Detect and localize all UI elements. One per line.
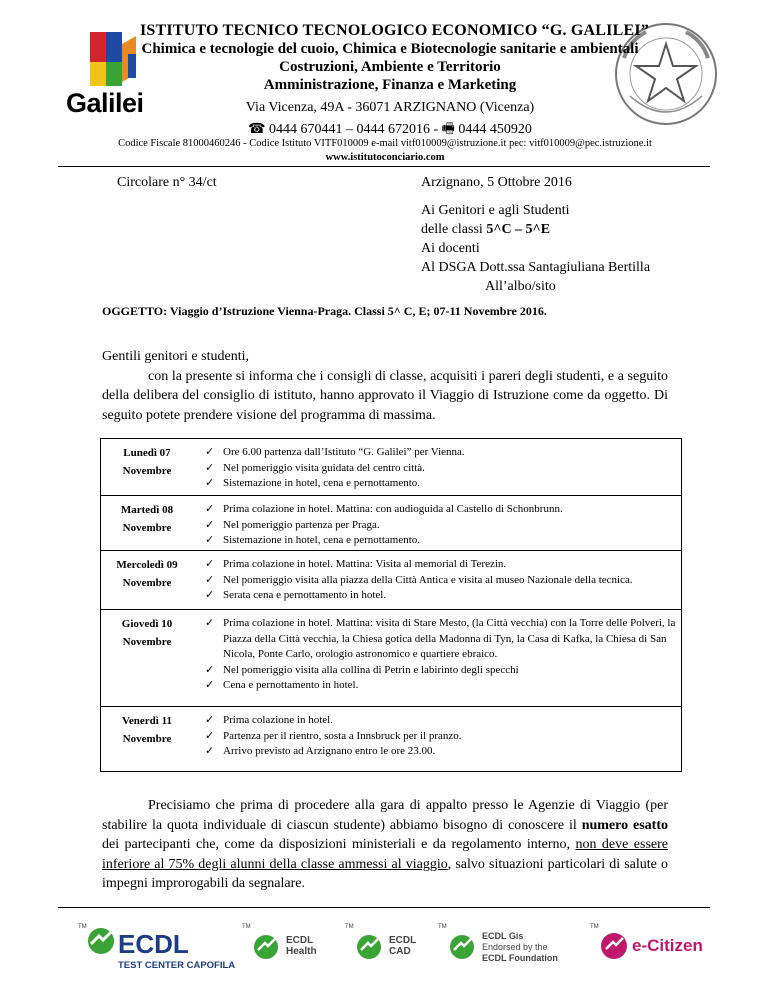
- school-codes: Codice Fiscale 81000460246 - Codice Istituto VITF010009 e-mail vitf010009@istruzione.it pec: vitf010009@pec.istruzione.it: [118, 138, 652, 149]
- ecdl-health-logo: ECDL Health: [286, 935, 317, 957]
- list-item: ✓ Prima colazione in hotel. Mattina: visita di Stare Mesto, (la Città vecchia) con la Torre delle Polveri, la Piazza della Città vecchia, la Chiesa gotica della Madonna di Tyn, la Casa di Kafka, la Chiesa di San Nicola, Ponte Carlo, orologio astronomico e quartiere ebraico.: [205, 617, 676, 660]
- intro-body: con la presente si informa che i consigli di classe, acquisiti i pareri degli studenti, e a seguito della delibera del consiglio di istituto, hanno approvato il Viaggio di Istruzione come da oggetto. Di seguito potete prendere visione del programma di massima.: [102, 368, 668, 423]
- ecdl-gis-logo: ECDL Gis Endorsed by the ECDL Foundation: [482, 931, 558, 963]
- table-row: [101, 551, 681, 609]
- e-citizen-icon: [598, 931, 630, 961]
- table-row: [101, 439, 681, 495]
- recipient-parents-students: Ai Genitori e agli Studenti: [421, 203, 570, 218]
- day-cell: Martedì 08 Novembre: [120, 504, 174, 534]
- ecdl-globe-icon: [84, 926, 118, 956]
- table-row: [101, 610, 681, 706]
- trademark-label: TM: [242, 924, 251, 930]
- activities-cell: [205, 713, 681, 760]
- list-item: ✓ Arrivo previsto ad Arzignano entro le ore 23.00.: [205, 744, 681, 760]
- test-center-label: TEST CENTER CAPOFILA: [118, 960, 236, 971]
- intro-paragraph: [102, 347, 668, 425]
- school-website: www.istitutoconciario.com: [325, 152, 445, 163]
- closing-paragraph: Precisiamo che prima di procedere alla gara di appalto presso le Agenzie di Viaggio (per stabilire la quota individuale di ciascun studente) abbiamo bisogno di conoscere il numero esatto dei partecipanti che, come da disposizioni ministeriali e da regolamento interno, non deve essere inferiore al 75% degli alunni della classe ammessi al viaggio, salvo situazioni particolari di salute o impegni improrogabili da segnalare.: [102, 798, 669, 891]
- list-item: ✓ Nel pomeriggio visita alla piazza della Città Antica e visita al museo Nazionale della tecnica.: [205, 573, 681, 589]
- list-item: ✓ Prima colazione in hotel. Mattina: con audioguida al Castello di Schonbrunn.: [205, 502, 681, 518]
- activities-cell: [205, 502, 681, 549]
- day-cell: Mercoledì 09 Novembre: [116, 559, 178, 589]
- checkmark-icon: ✓: [205, 446, 215, 458]
- school-address: Via Vicenza, 49A - 36071 ARZIGNANO (Vicenza): [245, 100, 535, 115]
- trademark-label: TM: [345, 924, 354, 930]
- day-cell: Giovedì 10 Novembre: [121, 618, 173, 648]
- checkmark-icon: ✓: [205, 679, 215, 691]
- list-item: ✓ Cena e pernottamento in hotel.: [205, 678, 681, 694]
- list-item: ✓ Ore 6.00 partenza dall’Istituto “G. Galilei” per Vienna.: [205, 445, 681, 461]
- emphasis-numero-esatto: numero esatto: [581, 817, 669, 833]
- checkmark-icon: ✓: [205, 589, 215, 601]
- checkmark-icon: ✓: [205, 729, 215, 742]
- ecdl-gis-icon: [446, 933, 478, 961]
- recipient-albo: All’albo/sito: [485, 279, 556, 294]
- circolare-number: Circolare n° 34/ct: [117, 175, 217, 190]
- table-row: [101, 707, 681, 771]
- list-item: ✓ Sistemazione in hotel, cena e pernottamento.: [205, 476, 681, 492]
- footer-divider: [58, 907, 710, 908]
- checkmark-icon: ✓: [205, 477, 215, 489]
- day-cell: Venerdì 11 Novembre: [121, 715, 172, 745]
- itinerary-table: [100, 438, 682, 772]
- recipient-classes: delle classi 5^C – 5^E: [421, 222, 551, 237]
- day-cell: Lunedì 07 Novembre: [122, 447, 172, 477]
- ecdl-logo-text: ECDL: [118, 929, 189, 959]
- list-item: ✓ Nel pomeriggio partenza per Praga.: [205, 518, 681, 534]
- recipient-dsga: Al DSGA Dott.ssa Santagiuliana Bertilla: [421, 260, 651, 275]
- checkmark-icon: ✓: [205, 461, 215, 474]
- checkmark-icon: ✓: [205, 714, 215, 726]
- subject-line: OGGETTO: Viaggio d’Istruzione Vienna-Praga. Classi 5^ C, E; 07-11 Novembre 2016.: [102, 304, 547, 318]
- checkmark-icon: ✓: [205, 518, 215, 531]
- school-courses-1: Chimica e tecnologie del cuoio, Chimica e Biotecnologie sanitarie e ambientali: [141, 41, 639, 57]
- activities-cell: [205, 445, 681, 492]
- e-citizen-logo-text: e-Citizen: [632, 936, 703, 955]
- trademark-label: TM: [590, 924, 599, 930]
- checkmark-icon: ✓: [205, 534, 215, 546]
- checkmark-icon: ✓: [205, 617, 215, 629]
- ecdl-health-icon: [250, 933, 282, 961]
- ecdl-cad-logo: ECDL CAD: [389, 935, 417, 957]
- table-row: [101, 496, 681, 550]
- list-item: ✓ Serata cena e pernottamento in hotel.: [205, 588, 681, 604]
- trademark-label: TM: [438, 924, 447, 930]
- school-name: ISTITUTO TECNICO TECNOLOGICO ECONOMICO “G. GALILEI”: [140, 22, 649, 39]
- ecdl-cad-icon: [353, 933, 385, 961]
- list-item: ✓ Partenza per il rientro, sosta a Innsbruck per il pranzo.: [205, 729, 681, 745]
- document-date: Arzignano, 5 Ottobre 2016: [421, 175, 572, 190]
- list-item: ✓ Nel pomeriggio visita alla collina di Petrin e labirinto degli specchi: [205, 663, 681, 679]
- list-item: ✓ Sistemazione in hotel, cena e pernottamento.: [205, 533, 681, 549]
- checkmark-icon: ✓: [205, 745, 215, 757]
- galilei-logo-text: Galilei: [66, 88, 144, 118]
- recipient-teachers: Ai docenti: [421, 241, 480, 256]
- list-item: ✓ Nel pomeriggio visita guidata del centro città.: [205, 461, 681, 477]
- list-item: ✓ Prima colazione in hotel.: [205, 713, 681, 729]
- header-divider: [58, 166, 710, 167]
- list-item: ✓ Prima colazione in hotel. Mattina: Visita al memorial di Terezin.: [205, 557, 681, 573]
- checkmark-icon: ✓: [205, 503, 215, 515]
- school-courses-3: Amministrazione, Finanza e Marketing: [263, 77, 517, 93]
- greeting: Gentili genitori e studenti,: [102, 349, 249, 364]
- underlined-requirement: non deve essere inferiore al 75% degli alunni della classe ammessi al viaggio: [102, 837, 668, 872]
- activities-cell: [205, 557, 681, 604]
- school-phones: ☎ 0444 670441 – 0444 672016 - 🖷 0444 450920: [248, 122, 532, 137]
- activities-cell: [205, 616, 681, 694]
- checkmark-icon: ✓: [205, 663, 215, 676]
- school-courses-2: Costruzioni, Ambiente e Territorio: [279, 59, 501, 75]
- checkmark-icon: ✓: [205, 558, 215, 570]
- trademark-label: TM: [78, 924, 87, 930]
- checkmark-icon: ✓: [205, 573, 215, 586]
